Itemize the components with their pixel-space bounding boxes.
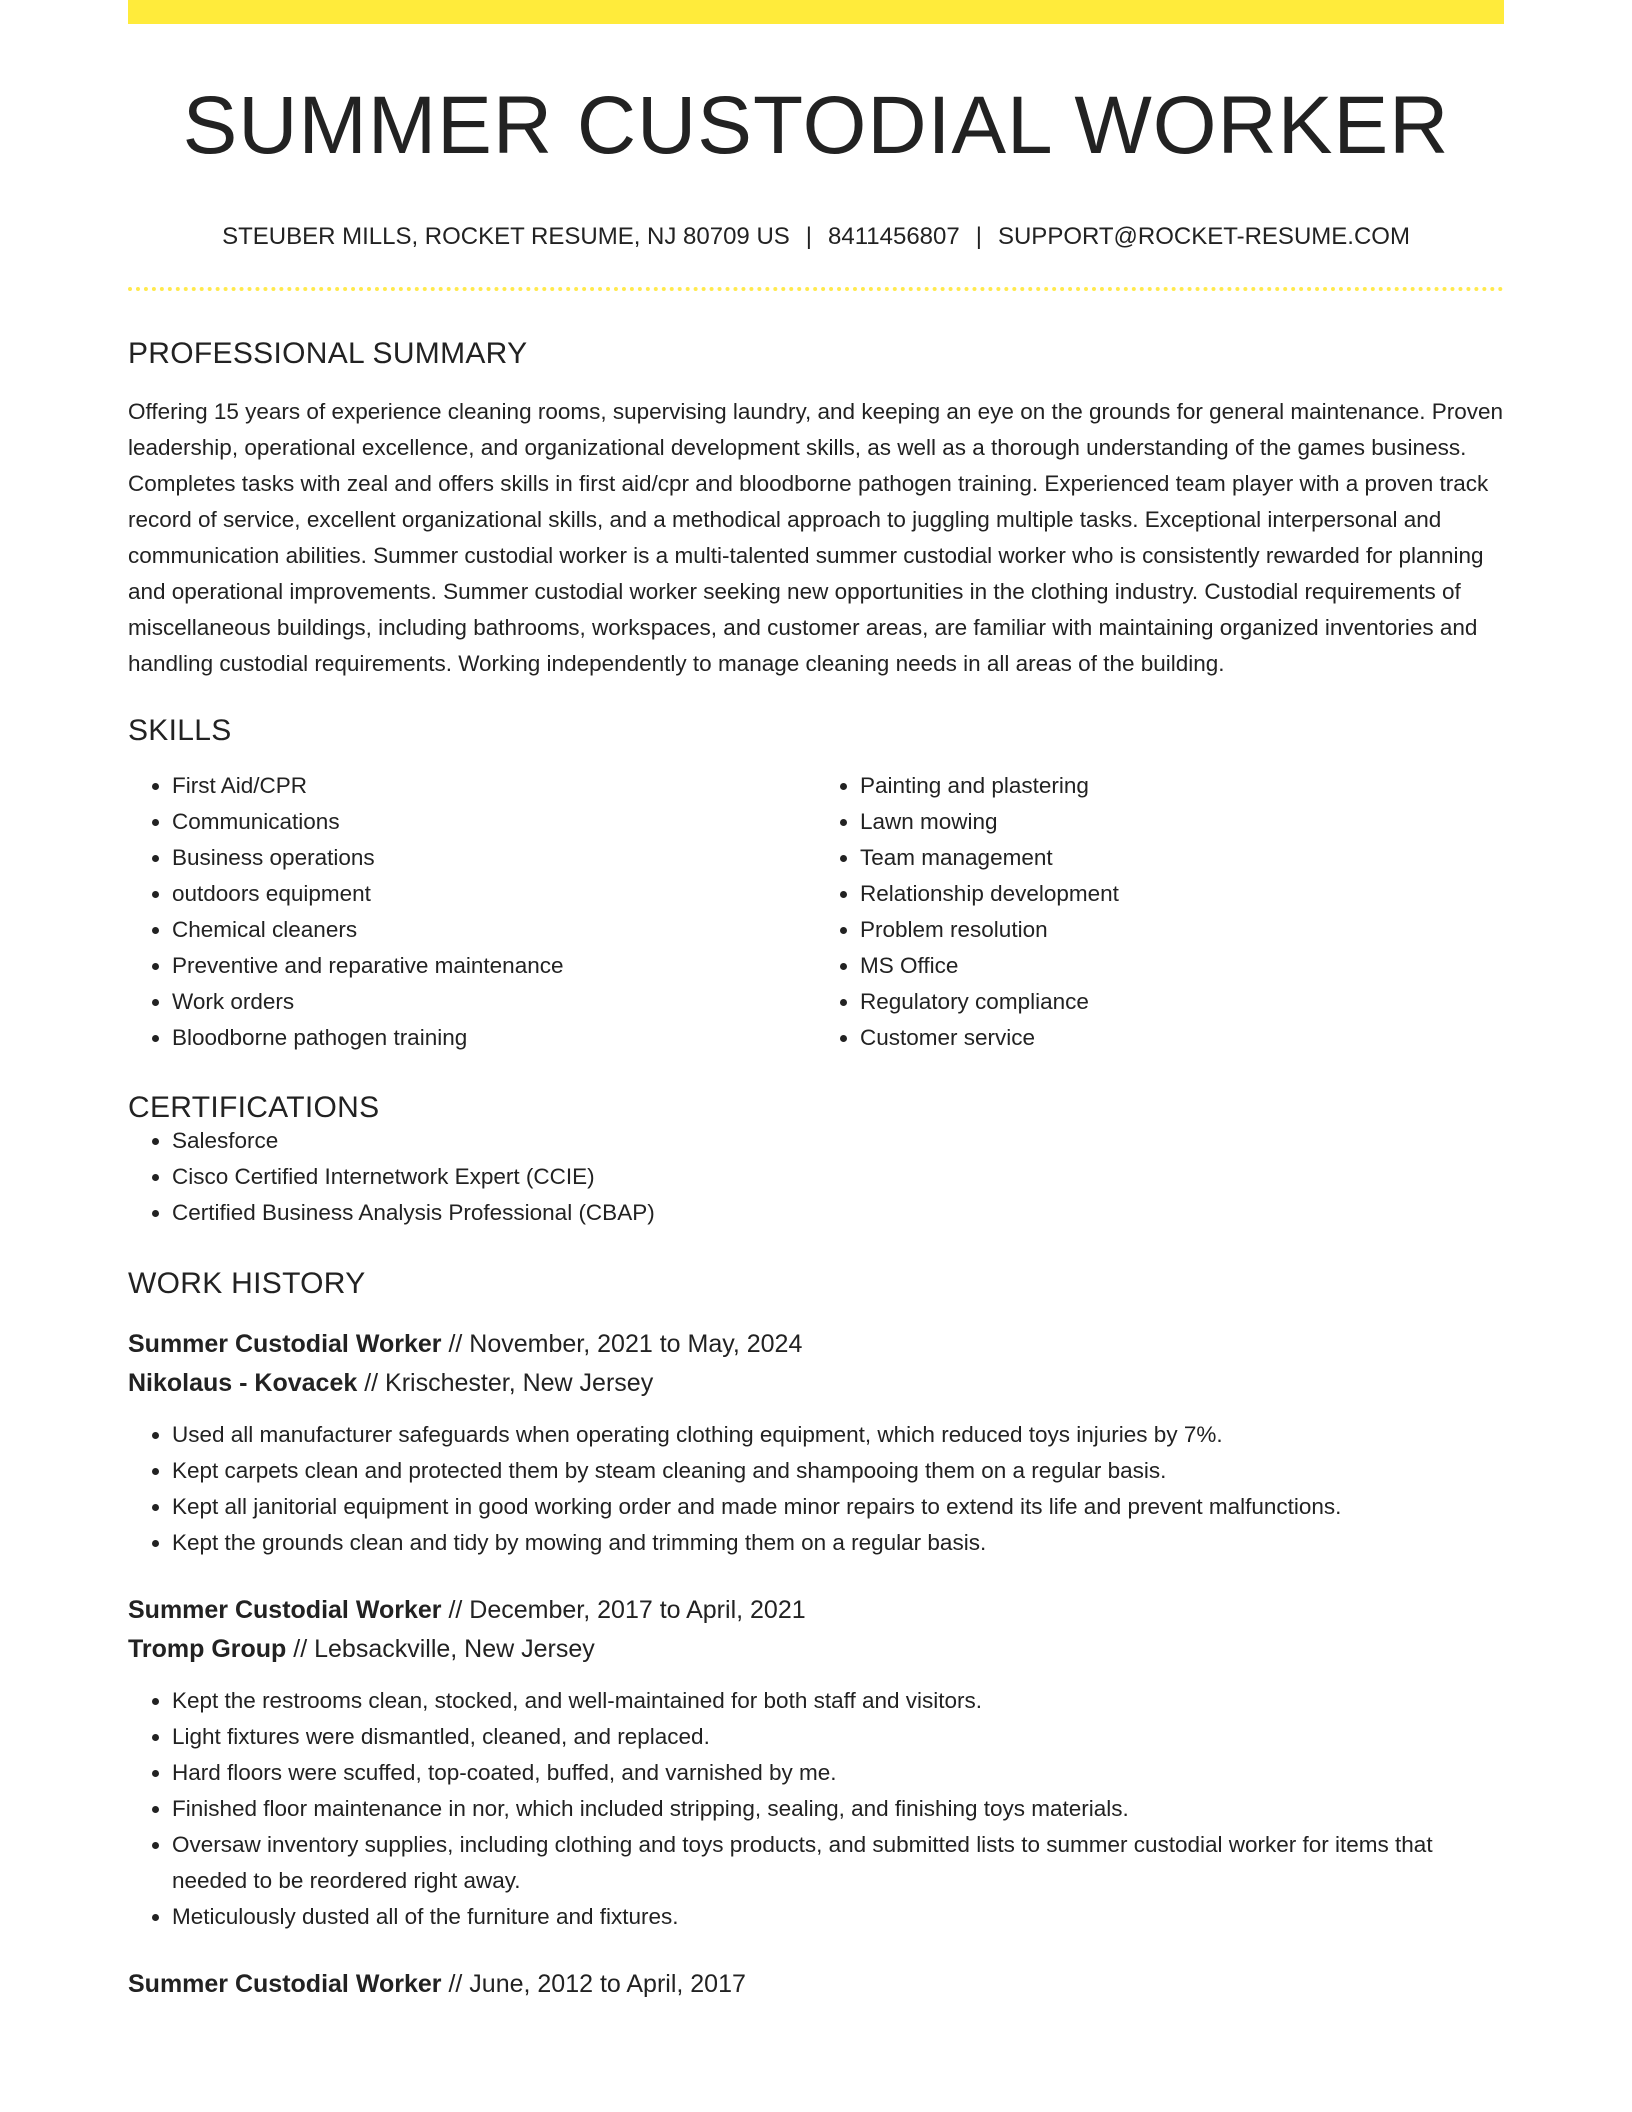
job-bullet: • Finished floor maintenance in nor, which included stripping, sealing, and finishing toys materials. [172,1791,1504,1827]
job-title-line [128,1325,1504,1364]
job-title-line [128,1591,1504,1630]
work-history-heading: WORK HISTORY [128,1267,366,1300]
job-location: // Krischester, New Jersey [357,1369,654,1397]
job-bullets [128,1683,1504,1935]
certification-item: • Certified Business Analysis Professional (CBAP) [172,1195,1504,1231]
contact-email: SUPPORT@ROCKET-RESUME.COM [997,223,1410,250]
job-bullet: • Kept all janitorial equipment in good working order and made minor repairs to extend its life and prevent malfunctions. [172,1489,1504,1525]
resume-page [128,0,1504,2004]
summary-heading: PROFESSIONAL SUMMARY [128,337,528,370]
job-dates: // November, 2021 to May, 2024 [441,1330,803,1358]
job-entry [128,1325,1504,1561]
certification-item: • Salesforce [172,1123,1504,1159]
skill-item: • Work orders [172,984,816,1020]
skill-item: • Customer service [860,1020,1504,1056]
certifications-heading: CERTIFICATIONS [128,1091,380,1124]
skill-item: • Bloodborne pathogen training [172,1020,816,1056]
job-bullet: • Light fixtures were dismantled, cleaned, and replaced. [172,1719,1504,1755]
certification-item: • Cisco Certified Internetwork Expert (CCIE) [172,1159,1504,1195]
skill-item: • MS Office [860,948,1504,984]
skills-columns [128,768,1504,1056]
job-role: Summer Custodial Worker [128,1330,442,1358]
skill-item: • Lawn mowing [860,804,1504,840]
job-location: // Lebsackville, New Jersey [286,1635,595,1663]
job-bullet: • Kept the grounds clean and tidy by mowing and trimming them on a regular basis. [172,1525,1504,1561]
skills-list-left [128,768,816,1056]
job-bullet: • Oversaw inventory supplies, including clothing and toys products, and submitted lists to summer custodial worker for items that needed to be reordered right away. [172,1827,1504,1899]
job-bullet: • Meticulously dusted all of the furniture and fixtures. [172,1899,1504,1935]
job-company-line [128,1364,1504,1403]
job-role: Summer Custodial Worker [128,1596,442,1624]
skill-item: • Relationship development [860,876,1504,912]
job-entry [128,1965,1504,2004]
job-bullet: • Used all manufacturer safeguards when operating clothing equipment, which reduced toys injuries by 7%. [172,1417,1504,1453]
summary-text: Offering 15 years of experience cleaning rooms, supervising laundry, and keeping an eye on the grounds for general maintenance. Proven leadership, operational excellence, and organizational development skills, as well as a thorough understanding of the games business. Completes tasks with zeal and offers skills in first aid/cpr and bloodborne pathogen training. Experienced team player with a proven track record of service, excellent organizational skills, and a methodical approach to juggling multiple tasks. Exceptional interpersonal and communication abilities. Summer custodial worker is a multi-talented summer custodial worker who is consistently rewarded for planning and operational improvements. Summer custodial worker seeking new opportunities in the clothing industry. Custodial requirements of miscellaneous buildings, including bathrooms, workspaces, and customer areas, are familiar with maintaining organized inventories and handling custodial requirements. Working independently to manage cleaning needs in all areas of the building. [128,399,1504,676]
skills-list-right [816,768,1504,1056]
job-company-line [128,1630,1504,1669]
skill-item: • Business operations [172,840,816,876]
dotted-divider [128,287,1504,291]
contact-address: STEUBER MILLS, ROCKET RESUME, NJ 80709 US [222,223,790,250]
contact-phone: 8411456807 [828,223,960,250]
skill-item: • Chemical cleaners [172,912,816,948]
contact-line [128,225,1504,249]
job-dates: // June, 2012 to April, 2017 [441,1970,746,1998]
job-bullet: • Kept the restrooms clean, stocked, and well-maintained for both staff and visitors. [172,1683,1504,1719]
job-role: Summer Custodial Worker [128,1970,442,1998]
skills-heading: SKILLS [128,714,232,747]
job-bullets [128,1417,1504,1561]
top-accent-bar [128,0,1504,24]
job-company: Tromp Group [128,1635,287,1663]
job-title-line [128,1965,1504,2004]
skill-item: • Regulatory compliance [860,984,1504,1020]
skill-item: • Painting and plastering [860,768,1504,804]
job-bullet: • Hard floors were scuffed, top-coated, buffed, and varnished by me. [172,1755,1504,1791]
skill-item: • Preventive and reparative maintenance [172,948,816,984]
skill-item: • Team management [860,840,1504,876]
skill-item: • outdoors equipment [172,876,816,912]
job-entry [128,1591,1504,1935]
resume-name: SUMMER CUSTODIAL WORKER [182,80,1450,171]
job-company: Nikolaus - Kovacek [128,1369,358,1397]
skill-item: • Problem resolution [860,912,1504,948]
skill-item: • First Aid/CPR [172,768,816,804]
job-dates: // December, 2017 to April, 2021 [441,1596,806,1624]
skill-item: • Communications [172,804,816,840]
job-bullet: • Kept carpets clean and protected them by steam cleaning and shampooing them on a regular basis. [172,1453,1504,1489]
contact-separator: | [805,223,813,250]
certifications-list [128,1123,1504,1231]
contact-separator: | [975,223,982,250]
